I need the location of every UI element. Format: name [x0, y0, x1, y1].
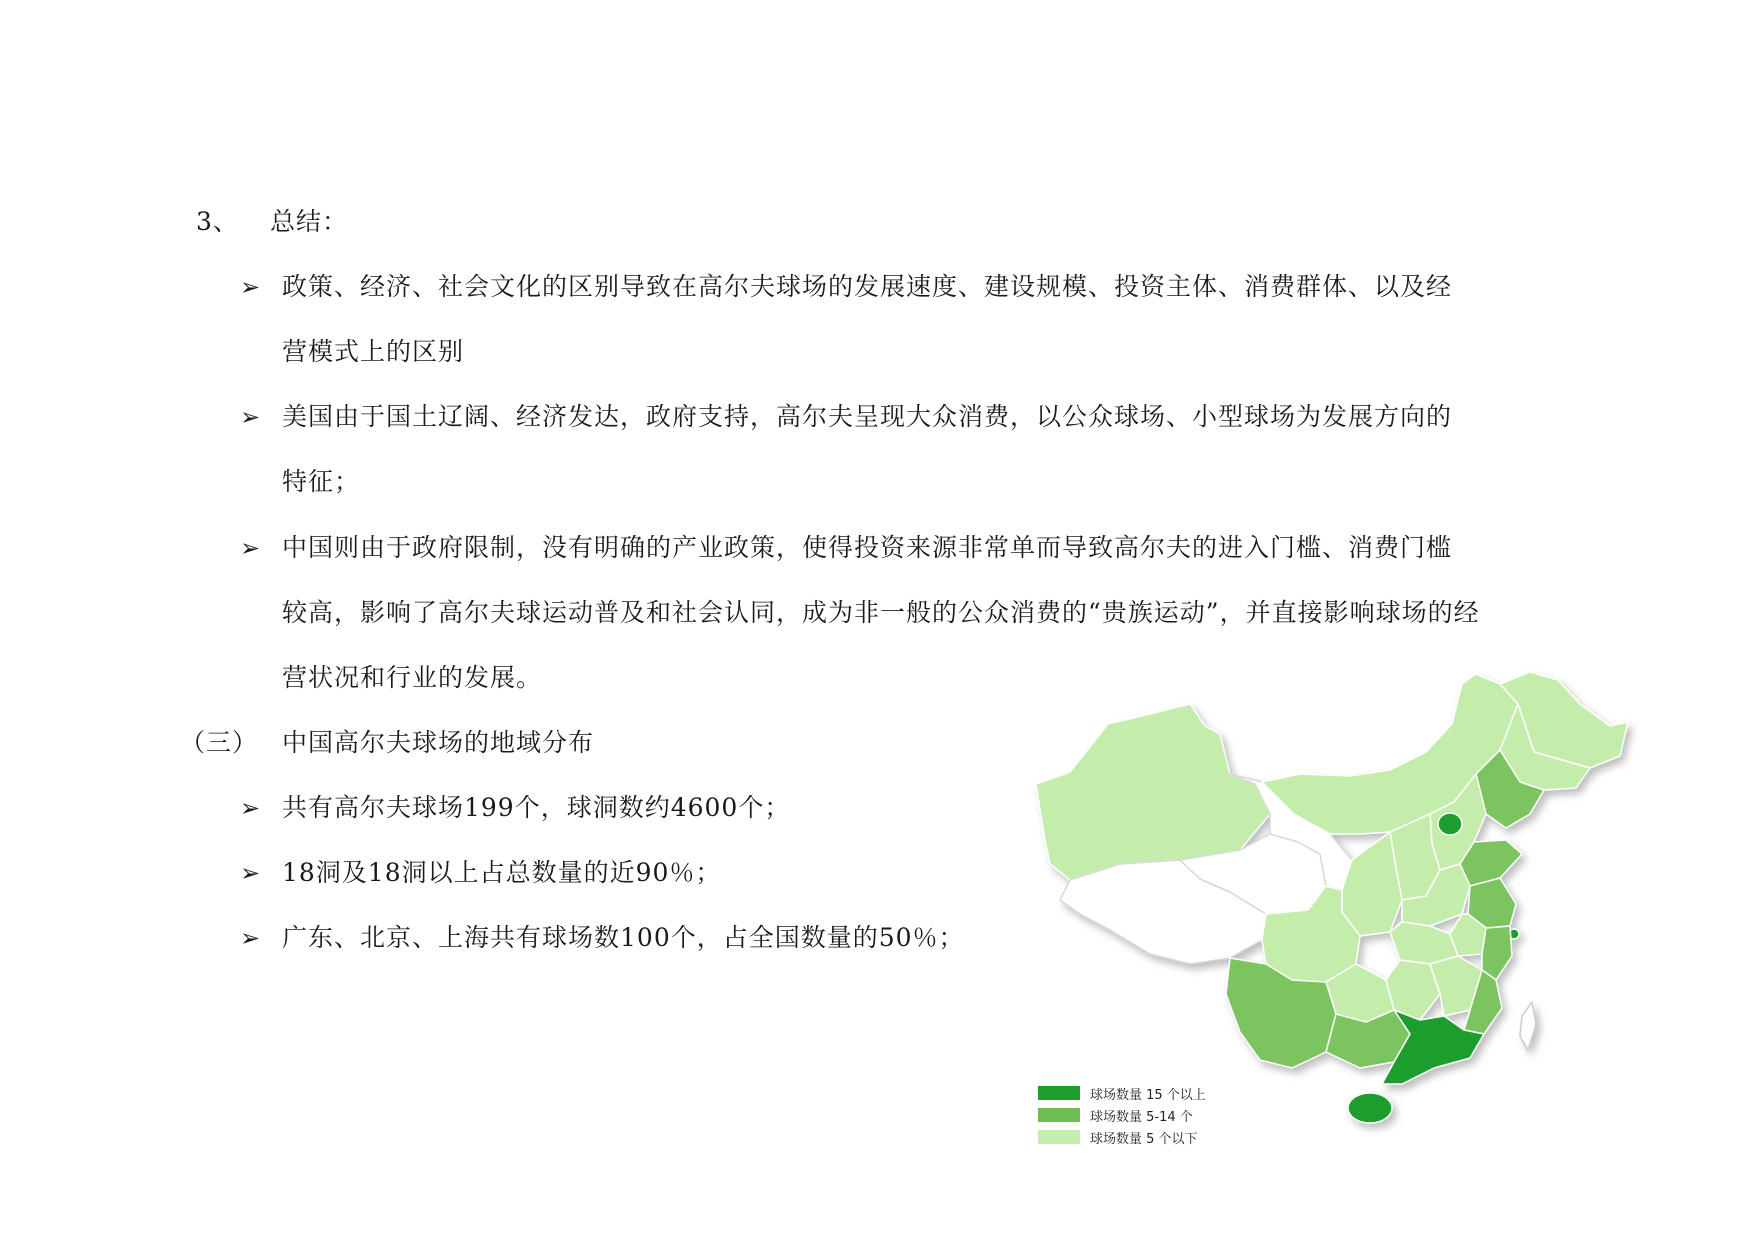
section-number: 3、 [196, 207, 239, 236]
legend-label-high: 球场数量 15 个以上 [1090, 1087, 1206, 1103]
map-legend [1038, 1082, 1206, 1148]
bullet-arrow-icon: ➢ [240, 403, 261, 431]
legend-label-mid: 球场数量 5-14 个 [1090, 1109, 1193, 1125]
bullet-arrow-icon: ➢ [240, 273, 261, 301]
bullet-arrow-icon: ➢ [240, 794, 261, 822]
bullet-arrow-icon: ➢ [240, 859, 261, 887]
legend-item-low [1038, 1126, 1206, 1148]
region-beijing [1438, 813, 1462, 835]
summary-point-2-line1: 美国由于国土辽阔、经济发达，政府支持，高尔夫呈现大众消费，以公众球场、小型球场为发展方向的 [282, 402, 1453, 431]
region-hainan [1348, 1093, 1392, 1123]
summary-point-3-line3: 营状况和行业的发展。 [282, 663, 543, 692]
legend-swatch-low [1038, 1130, 1080, 1144]
region-taiwan [1520, 1002, 1536, 1050]
distribution-point-1: 共有高尔夫球场199个，球洞数约4600个； [282, 793, 791, 822]
legend-item-mid [1038, 1104, 1206, 1126]
summary-point-1-line2: 营模式上的区别 [282, 337, 465, 366]
distribution-point-2: 18洞及18洞以上占总数量的近90％； [282, 858, 722, 887]
region-zhejiang [1482, 926, 1512, 980]
legend-item-high [1038, 1082, 1206, 1104]
region-shaanxi [1342, 832, 1402, 936]
subsection-number: （三） [180, 728, 259, 757]
bullet-arrow-icon: ➢ [240, 924, 261, 952]
legend-label-low: 球场数量 5 个以下 [1090, 1131, 1198, 1147]
region-hubei [1390, 922, 1458, 964]
section-title: 总结： [270, 207, 349, 236]
summary-point-3-line1: 中国则由于政府限制，没有明确的产业政策，使得投资来源非常单而导致高尔夫的进入门槛、消费门槛 [282, 533, 1453, 562]
summary-point-2-line2: 特征； [282, 467, 361, 496]
legend-swatch-high [1038, 1086, 1080, 1100]
summary-point-3-line2: 较高，影响了高尔夫球运动普及和社会认同，成为非一般的公众消费的“贵族运动”，并直接影响球场的经 [282, 598, 1480, 627]
distribution-point-3: 广东、北京、上海共有球场数100个，占全国数量的50％； [282, 923, 965, 952]
subsection-title: 中国高尔夫球场的地域分布 [282, 728, 595, 757]
summary-point-1-line1: 政策、经济、社会文化的区别导致在高尔夫球场的发展速度、建设规模、投资主体、消费群体、以及经 [282, 272, 1453, 301]
bullet-arrow-icon: ➢ [240, 534, 261, 562]
legend-swatch-mid [1038, 1108, 1080, 1122]
